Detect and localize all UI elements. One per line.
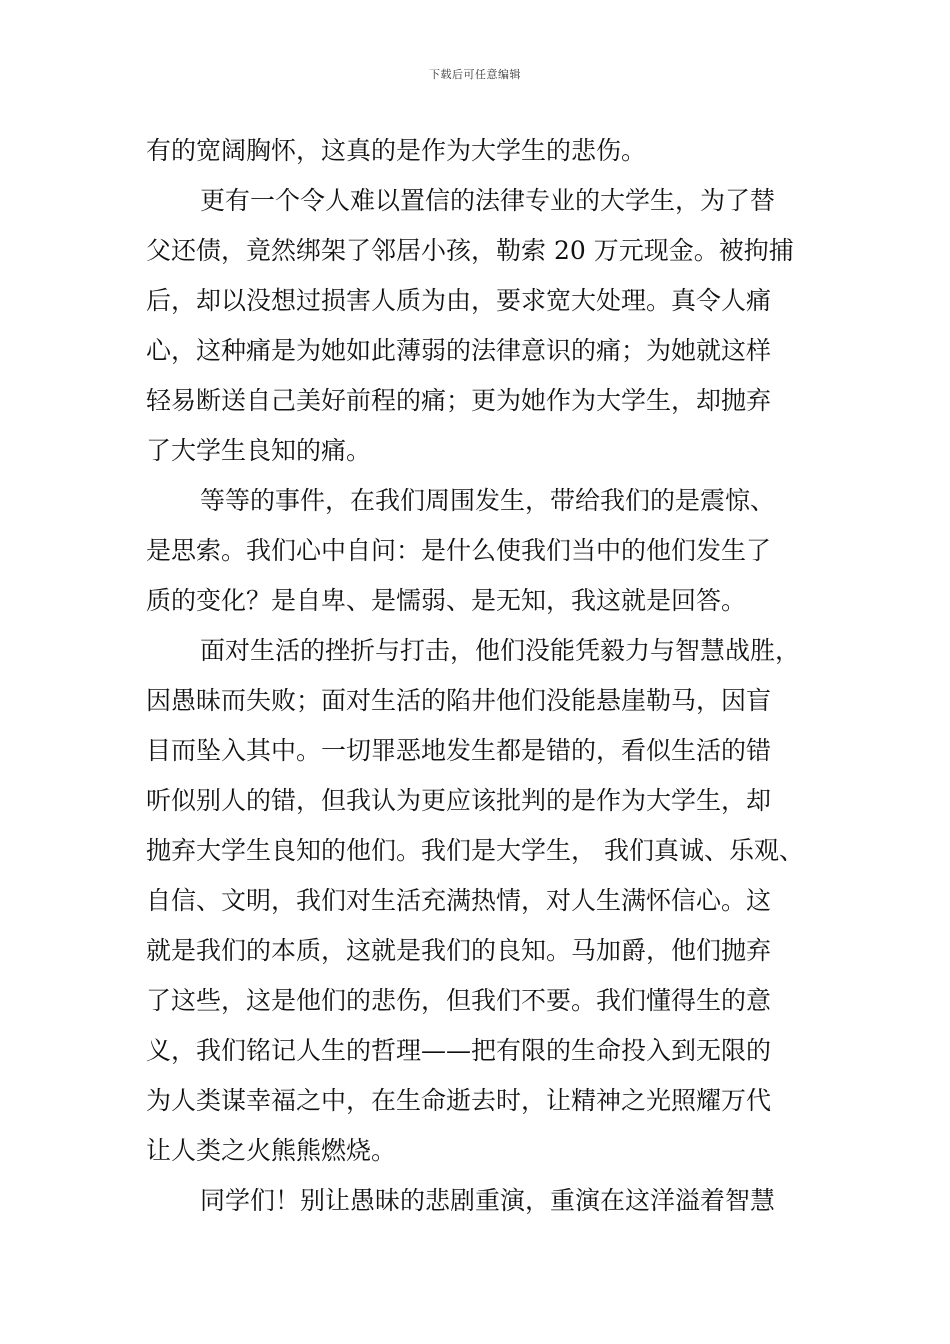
text-line: 父还债，竟然绑架了邻居小孩，勒索 20 万元现金。被拘捕 bbox=[146, 236, 794, 265]
text-line: 抛弃大学生良知的他们。我们是大学生， 我们真诚、乐观、 bbox=[146, 836, 804, 865]
text-line: 质的变化？是自卑、是懦弱、是无知，我这就是回答。 bbox=[146, 586, 747, 615]
text-line: 了这些，这是他们的悲伤，但我们不要。我们懂得生的意 bbox=[146, 986, 772, 1015]
text-line: 轻易断送自己美好前程的痛；更为她作为大学生，却抛弃 bbox=[146, 386, 772, 415]
text-line: 就是我们的本质，这就是我们的良知。马加爵，他们抛弃 bbox=[146, 936, 772, 965]
text-line: 有的宽阔胸怀，这真的是作为大学生的悲伤。 bbox=[146, 136, 647, 165]
text-line: 因愚昧而失败；面对生活的陷井他们没能悬崖勒马，因盲 bbox=[146, 686, 772, 715]
text-line: 是思索。我们心中自问：是什么使我们当中的他们发生了 bbox=[146, 536, 772, 565]
text-line: 自信、文明，我们对生活充满热情，对人生满怀信心。这 bbox=[146, 886, 772, 915]
page-header: 下载后可任意编辑 bbox=[429, 68, 521, 81]
text-line: 为人类谋幸福之中，在生命逝去时，让精神之光照耀万代 bbox=[146, 1086, 772, 1115]
text-line: 让人类之火熊熊燃烧。 bbox=[146, 1136, 397, 1165]
text-line: 等等的事件，在我们周围发生，带给我们的是震惊、 bbox=[200, 486, 776, 515]
text-line: 了大学生良知的痛。 bbox=[146, 436, 372, 465]
text-line: 目而坠入其中。一切罪恶地发生都是错的，看似生活的错 bbox=[146, 736, 772, 765]
text-line: 面对生活的挫折与打击，他们没能凭毅力与智慧战胜， bbox=[200, 636, 801, 665]
text-line: 后，却以没想过损害人质为由，要求宽大处理。真令人痛 bbox=[146, 286, 772, 315]
text-line: 同学们！别让愚昧的悲剧重演，重演在这洋溢着智慧 bbox=[200, 1186, 776, 1215]
text-line: 心，这种痛是为她如此薄弱的法律意识的痛；为她就这样 bbox=[146, 336, 772, 365]
text-line: 义，我们铭记人生的哲理——把有限的生命投入到无限的 bbox=[146, 1036, 772, 1065]
text-line: 听似别人的错，但我认为更应该批判的是作为大学生，却 bbox=[146, 786, 772, 815]
text-line: 更有一个令人难以置信的法律专业的大学生，为了替 bbox=[200, 186, 776, 215]
body-text bbox=[146, 126, 826, 1226]
